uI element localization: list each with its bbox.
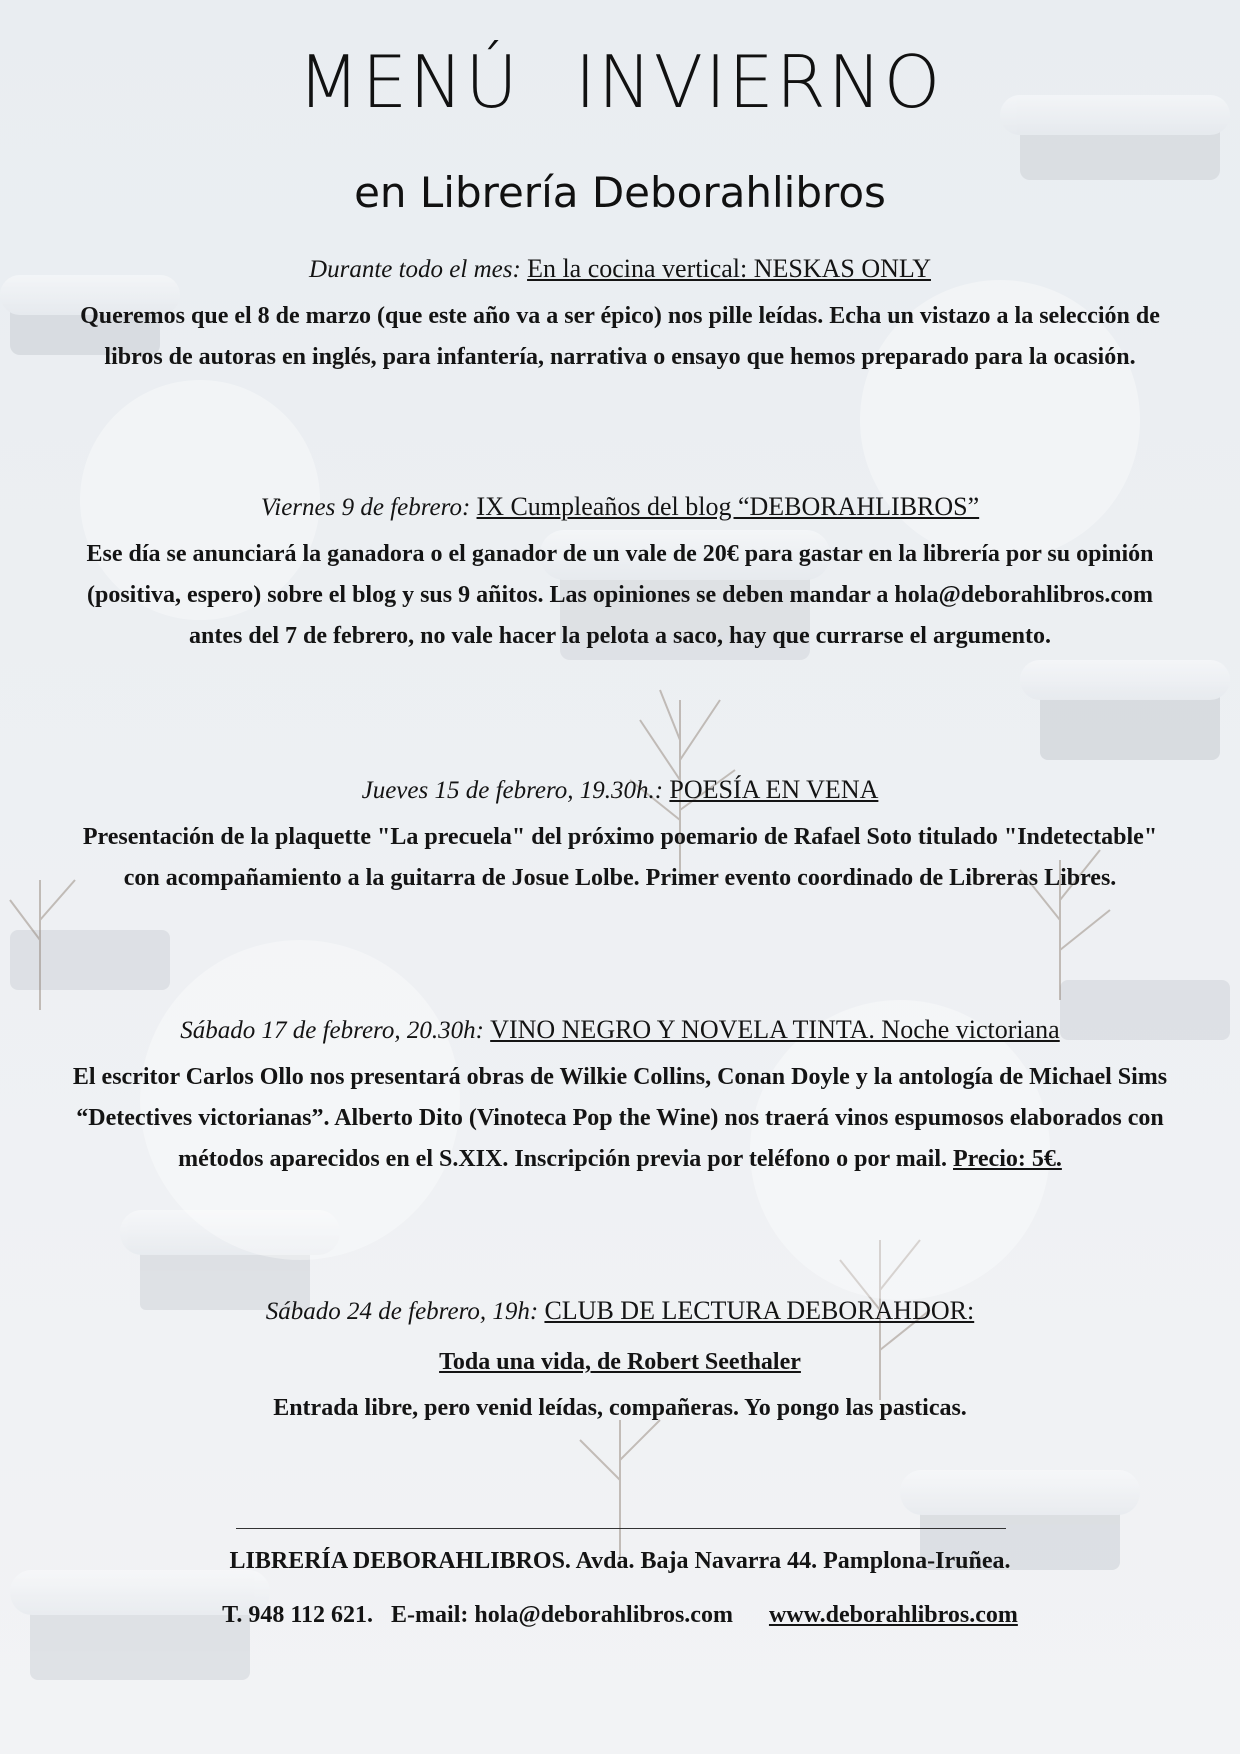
event-title: En la cocina vertical: NESKAS ONLY bbox=[527, 254, 931, 283]
event-book-title: Toda una vida, de Robert Seethaler bbox=[439, 1349, 801, 1375]
footer-email: E-mail: hola@deborahlibros.com bbox=[391, 1602, 733, 1628]
footer-phone: T. 948 112 621. bbox=[222, 1602, 374, 1628]
event-vino-negro bbox=[70, 1013, 1170, 1180]
footer-website-link[interactable]: www.deborahlibros.com bbox=[768, 1602, 1018, 1628]
event-title: IX Cumpleaños del blog “DEBORAHLIBROS” bbox=[476, 492, 980, 521]
event-club-lectura bbox=[70, 1294, 1170, 1429]
event-date: Durante todo el mes: bbox=[309, 256, 521, 283]
event-date: Viernes 9 de febrero: bbox=[260, 494, 471, 521]
event-date: Sábado 17 de febrero, 20.30h: bbox=[180, 1017, 484, 1044]
footer-address: LIBRERÍA DEBORAHLIBROS. Avda. Baja Navarra 44. Pamplona-Iruñea. bbox=[229, 1548, 1011, 1574]
event-blog-birthday bbox=[70, 490, 1170, 657]
event-description: Presentación de la plaquette "La precuela" del próximo poemario de Rafael Soto titulado "Indetectable" con acompañamiento a la guitarra de Josue Lolbe. Primer evento coordinado de Libreras Libres. bbox=[82, 824, 1158, 891]
event-title: VINO NEGRO Y NOVELA TINTA. Noche victoriana bbox=[490, 1015, 1060, 1044]
event-date: Sábado 24 de febrero, 19h: bbox=[265, 1298, 539, 1325]
event-title: POESÍA EN VENA bbox=[669, 775, 879, 804]
event-description: Entrada libre, pero venid leídas, compañeras. Yo pongo las pasticas. bbox=[273, 1395, 967, 1421]
event-title: CLUB DE LECTURA DEBORAHDOR: bbox=[544, 1296, 975, 1325]
footer-contact bbox=[0, 1602, 1240, 1629]
event-description: Ese día se anunciará la ganadora o el ganador de un vale de 20€ para gastar en la librería por su opinión (positiva, espero) sobre el blog y sus 9 añitos. Las opiniones se deben mandar a hola@deborahlibros.com antes del 7 de febrero, no vale hacer la pelota a saco, hay que currarse el argumento. bbox=[86, 541, 1154, 649]
footer-divider bbox=[236, 1528, 1006, 1529]
event-description: Queremos que el 8 de marzo (que este año va a ser épico) nos pille leídas. Echa un vistazo a la selección de libros de autoras en inglés, para infantería, narrativa o ensayo que hemos preparado para la ocasión. bbox=[80, 303, 1160, 370]
page-title: MENÚ INVIERNO bbox=[297, 40, 943, 124]
page-subtitle: en Librería Deborahlibros bbox=[354, 168, 886, 217]
event-date: Jueves 15 de febrero, 19.30h.: bbox=[361, 777, 664, 804]
event-description: El escritor Carlos Ollo nos presentará obras de Wilkie Collins, Conan Doyle y la antología de Michael Sims “Detectives victorianas”. Alberto Dito (Vinoteca Pop the Wine) nos traerá vinos espumosos elaborados con métodos aparecidos en el S.XIX. Inscripción previa por teléfono o por mail. bbox=[72, 1064, 1168, 1172]
event-neskas-only bbox=[70, 252, 1170, 378]
event-poesia-en-vena bbox=[70, 773, 1170, 899]
event-price: Precio: 5€. bbox=[953, 1146, 1062, 1172]
